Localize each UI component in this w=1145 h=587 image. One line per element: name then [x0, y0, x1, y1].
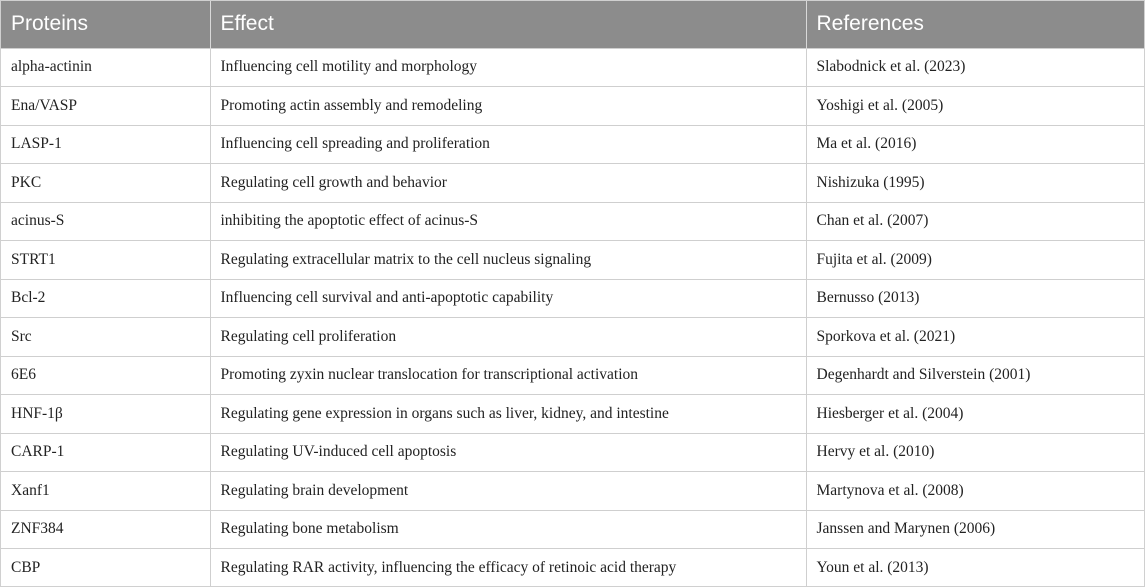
protein-cell: STRT1 — [1, 241, 210, 280]
protein-cell: CARP-1 — [1, 433, 210, 472]
effect-cell: Regulating bone metabolism — [210, 510, 806, 549]
table-row — [1, 202, 1144, 241]
protein-cell: 6E6 — [1, 356, 210, 395]
reference-cell: Sporkova et al. (2021) — [806, 318, 1144, 357]
table-row — [1, 125, 1144, 164]
effect-cell: Influencing cell survival and anti-apoptotic capability — [210, 279, 806, 318]
table-row — [1, 48, 1144, 87]
reference-cell: Nishizuka (1995) — [806, 164, 1144, 203]
protein-cell: Ena/VASP — [1, 87, 210, 126]
protein-cell: ZNF384 — [1, 510, 210, 549]
table-row — [1, 164, 1144, 203]
effect-cell: Promoting zyxin nuclear translocation for transcriptional activation — [210, 356, 806, 395]
reference-cell: Yoshigi et al. (2005) — [806, 87, 1144, 126]
reference-cell: Bernusso (2013) — [806, 279, 1144, 318]
protein-cell: alpha-actinin — [1, 48, 210, 87]
protein-cell: Src — [1, 318, 210, 357]
reference-cell: Slabodnick et al. (2023) — [806, 48, 1144, 87]
protein-cell: PKC — [1, 164, 210, 203]
protein-effects-table — [1, 1, 1144, 587]
reference-cell: Chan et al. (2007) — [806, 202, 1144, 241]
header-proteins: Proteins — [1, 1, 210, 48]
table-row — [1, 433, 1144, 472]
reference-cell: Hiesberger et al. (2004) — [806, 395, 1144, 434]
table-row — [1, 549, 1144, 587]
effect-cell: Regulating gene expression in organs such as liver, kidney, and intestine — [210, 395, 806, 434]
reference-cell: Fujita et al. (2009) — [806, 241, 1144, 280]
header-references: References — [806, 1, 1144, 48]
table-row — [1, 241, 1144, 280]
reference-cell: Janssen and Marynen (2006) — [806, 510, 1144, 549]
effect-cell: Influencing cell motility and morphology — [210, 48, 806, 87]
reference-cell: Ma et al. (2016) — [806, 125, 1144, 164]
protein-cell: LASP-1 — [1, 125, 210, 164]
effect-cell: Regulating UV-induced cell apoptosis — [210, 433, 806, 472]
protein-cell: Bcl-2 — [1, 279, 210, 318]
table-row — [1, 472, 1144, 511]
effect-cell: Promoting actin assembly and remodeling — [210, 87, 806, 126]
effect-cell: Regulating RAR activity, influencing the efficacy of retinoic acid therapy — [210, 549, 806, 587]
table-row — [1, 318, 1144, 357]
protein-cell: Xanf1 — [1, 472, 210, 511]
table-row — [1, 510, 1144, 549]
table-row — [1, 87, 1144, 126]
table-body — [1, 48, 1144, 587]
reference-cell: Degenhardt and Silverstein (2001) — [806, 356, 1144, 395]
effect-cell: Regulating brain development — [210, 472, 806, 511]
effect-cell: Regulating cell growth and behavior — [210, 164, 806, 203]
reference-cell: Youn et al. (2013) — [806, 549, 1144, 587]
header-effect: Effect — [210, 1, 806, 48]
effect-cell: Influencing cell spreading and proliferation — [210, 125, 806, 164]
protein-cell: HNF-1β — [1, 395, 210, 434]
table-row — [1, 395, 1144, 434]
reference-cell: Hervy et al. (2010) — [806, 433, 1144, 472]
effect-cell: Regulating extracellular matrix to the cell nucleus signaling — [210, 241, 806, 280]
table-row — [1, 279, 1144, 318]
effect-cell: inhibiting the apoptotic effect of acinus-S — [210, 202, 806, 241]
protein-cell: CBP — [1, 549, 210, 587]
table-header — [1, 1, 1144, 48]
reference-cell: Martynova et al. (2008) — [806, 472, 1144, 511]
header-row — [1, 1, 1144, 48]
table-row — [1, 356, 1144, 395]
protein-cell: acinus-S — [1, 202, 210, 241]
effect-cell: Regulating cell proliferation — [210, 318, 806, 357]
